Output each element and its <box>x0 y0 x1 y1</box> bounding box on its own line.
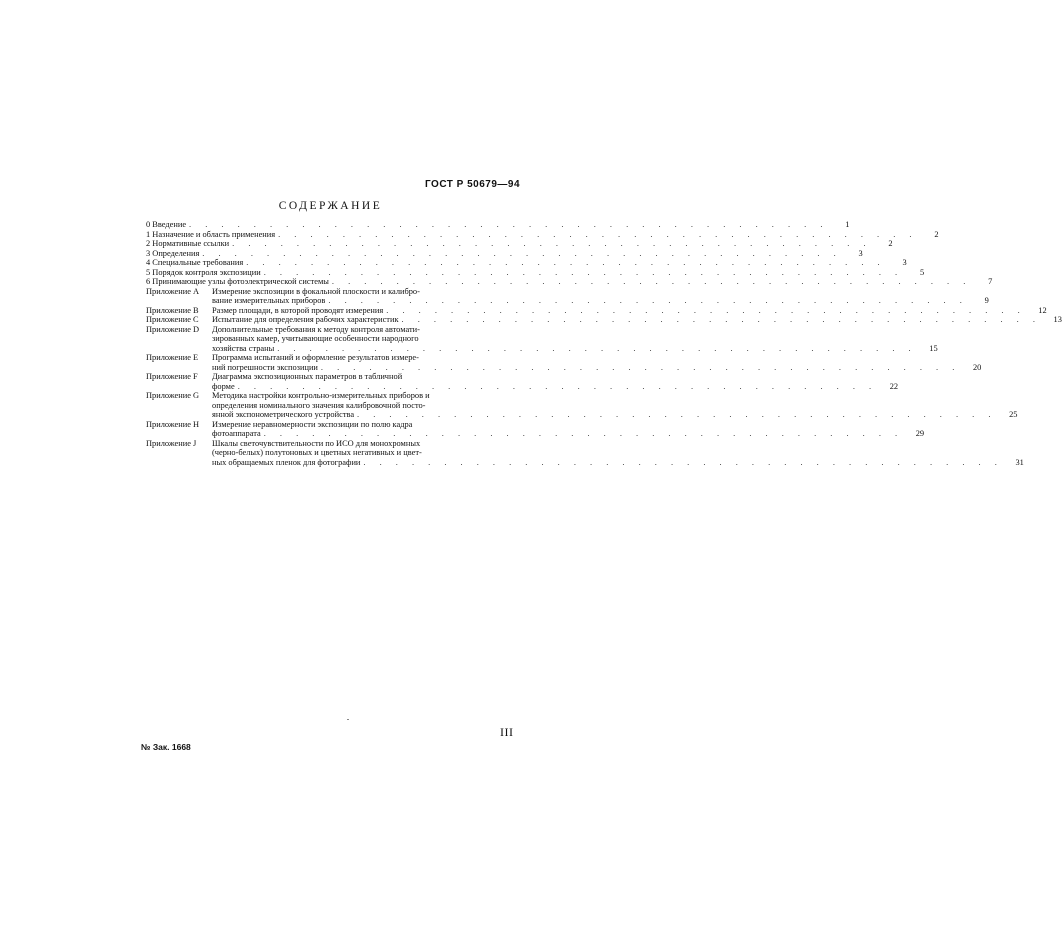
leader-dots: . . . . . . . . . . . . . . . . . . . . . . . . . . . . . . . . . . . . . . . . <box>277 343 917 353</box>
appendix-title-last-line <box>212 429 925 439</box>
appendix-title-last-line <box>212 457 1024 468</box>
toc-entry-page: 31 <box>1015 457 1024 467</box>
toc-entry <box>146 220 850 230</box>
appendix-title <box>212 315 1062 325</box>
appendix-label: Приложение B <box>146 305 199 315</box>
appendix-label: Приложение E <box>146 353 199 362</box>
toc-entry-page: 22 <box>889 381 899 391</box>
appendix-title-line: хозяйства страны <box>212 343 275 353</box>
appendix-title-line: ний погрешности экспозиции <box>212 362 318 372</box>
toc-entry <box>146 258 907 268</box>
order-note: № Зак. 1668 <box>141 742 191 752</box>
appendix-title-line: Методика настройки контрольно-измерительных приборов и <box>212 391 430 400</box>
appendix-title-line: Программа испытаний и оформление результатов измере- <box>212 353 419 362</box>
toc-appendix-entry <box>146 286 989 306</box>
appendix-title-line: Измерение неравномерности экспозиции по полю кадра <box>212 419 413 429</box>
appendix-title <box>212 324 938 354</box>
toc-appendix-entry <box>146 305 1047 316</box>
toc-entry-title: 6 Принимающие узлы фотоэлектрической системы <box>146 277 329 286</box>
appendix-title-line: Размер площади, в которой проводят измерения <box>212 305 384 315</box>
toc-entry-page: 3 <box>858 248 863 258</box>
toc-entry-page: 12 <box>1038 305 1047 315</box>
leader-dots: . . . . . . . . . . . . . . . . . . . . . . . . . . . . . . . . . . . . . . . . <box>331 277 972 286</box>
appendix-title-line: янной экспонометрического устройства <box>212 410 355 419</box>
toc-entry <box>146 229 939 240</box>
toc-entry-title: 1 Назначение и область применения <box>146 229 276 239</box>
leader-dots: . . . . . . . . . . . . . . . . . . . . . . . . . . . . . . . . . . . . . . . . <box>263 429 904 438</box>
toc-entry-title: 4 Специальные требования <box>146 258 244 267</box>
appendix-title-line: Шкалы светочувствительности по ИСО для монохромных <box>212 438 421 448</box>
toc-entry <box>146 277 993 287</box>
leader-dots: . . . . . . . . . . . . . . . . . . . . . . . . . . . . . . . . . . . . . . . . <box>263 267 904 277</box>
document-code: ГОСТ Р 50679—94 <box>425 179 521 190</box>
toc-entry-title: 2 Нормативные ссылки <box>146 239 230 248</box>
appendix-title-last-line <box>212 315 1062 325</box>
appendix-title-last-line <box>212 410 1018 420</box>
appendix-title-line: ных обращаемых пленок для фотографии <box>212 457 361 467</box>
leader-dots: . . . . . . . . . . . . . . . . . . . . . . . . . . . . . . . . . . . . . . . . <box>357 410 997 419</box>
appendix-title <box>212 353 982 372</box>
appendix-title-line: Испытание для определения рабочих характеристик <box>212 315 399 324</box>
toc-appendix-entry <box>146 438 1024 468</box>
leader-dots: . . . . . . . . . . . . . . . . . . . . . . . . . . . . . . . . . . . . . . . . <box>328 296 968 305</box>
appendix-title-line: (черно-белых) полутоновых и цветных негативных и цвет- <box>212 448 422 457</box>
leader-dots: . . . . . . . . . . . . . . . . . . . . . . . . . . . . . . . . . . . . . . . . <box>363 457 1003 467</box>
leader-dots: . . . . . . . . . . . . . . . . . . . . . . . . . . . . . . . . . . . . . . . . <box>232 239 872 248</box>
appendix-title-line: форме <box>212 381 235 391</box>
appendix-title-line: определения номинального значения калибровочной посто- <box>212 400 426 410</box>
toc-entry-page: 25 <box>1009 410 1018 419</box>
appendix-title-last-line <box>212 305 1047 316</box>
leader-dots: . . . . . . . . . . . . . . . . . . . . . . . . . . . . . . . . . . . . . . . . <box>189 220 829 229</box>
toc-entry-page: 3 <box>902 258 907 267</box>
toc-entry-page: 2 <box>888 239 893 248</box>
toc-appendix-entry <box>146 315 1062 325</box>
appendix-title <box>212 286 989 306</box>
toc-appendix-entry <box>146 419 925 439</box>
table-of-contents <box>146 220 1062 467</box>
toc-entry-page: 20 <box>972 362 982 372</box>
toc-appendix-entry <box>146 324 938 354</box>
toc-entry-page: 7 <box>988 277 993 286</box>
appendix-label: Приложение J <box>146 438 197 448</box>
appendix-label: Приложение A <box>146 286 200 296</box>
toc-entry <box>146 239 893 249</box>
toc-title: СОДЕРЖАНИЕ <box>278 200 383 212</box>
appendix-label: Приложение H <box>146 419 200 429</box>
appendix-title <box>212 438 1024 468</box>
leader-dots: . . . . . . . . . . . . . . . . . . . . . . . . . . . . . . . . . . . . . . . . <box>237 381 878 391</box>
leader-dots: . . . . . . . . . . . . . . . . . . . . . . . . . . . . . . . . . . . . . . . . <box>246 258 886 267</box>
appendix-title-line: Диаграмма экспозиционных параметров в табличной <box>212 372 403 381</box>
appendix-label: Приложение C <box>146 315 199 324</box>
appendix-title <box>212 419 925 439</box>
appendix-title-line: фотоаппарата <box>212 429 261 438</box>
toc-sections <box>146 220 993 287</box>
appendix-title-last-line <box>212 296 989 306</box>
leader-dots: . . . . . . . . . . . . . . . . . . . . . . . . . . . . . . . . . . . . . . . . <box>386 305 1026 315</box>
toc-appendix-entry <box>146 391 1018 420</box>
appendix-title-line: Дополнительные требования к методу контроля автомати- <box>212 324 420 334</box>
toc-entry-page: 15 <box>929 343 938 353</box>
page-number: III <box>500 725 514 739</box>
toc-entry-page: 9 <box>984 296 989 305</box>
toc-entry-page: 29 <box>915 429 925 438</box>
appendix-title-last-line <box>212 343 938 354</box>
appendix-label: Приложение G <box>146 391 200 400</box>
toc-entry-page: 5 <box>919 267 925 277</box>
appendix-title-last-line <box>212 381 899 392</box>
appendix-title-last-line <box>212 362 982 373</box>
toc-entry-page: 1 <box>845 220 850 229</box>
toc-entry-page: 13 <box>1053 315 1062 324</box>
appendix-title <box>212 372 899 391</box>
leader-dots: . . . . . . . . . . . . . . . . . . . . . . . . . . . . . . . . . . . . . . . . <box>278 229 918 239</box>
toc-entry-title: 3 Определения <box>146 248 200 258</box>
appendix-label: Приложение D <box>146 324 200 334</box>
appendix-title <box>212 305 1047 316</box>
toc-entry-title: 0 Введение <box>146 220 187 229</box>
toc-entry-title: 5 Порядок контроля экспозиции <box>146 267 261 277</box>
toc-appendix-entry <box>146 353 982 372</box>
appendix-title-line: Измерение экспозиции в фокальной плоскости и калибро- <box>212 286 420 296</box>
toc-appendices <box>146 286 1062 468</box>
speck <box>347 719 349 720</box>
leader-dots: . . . . . . . . . . . . . . . . . . . . . . . . . . . . . . . . . . . . . . . . <box>401 315 1041 324</box>
toc-appendix-entry <box>146 372 899 391</box>
toc-entry-page: 2 <box>934 229 939 239</box>
leader-dots: . . . . . . . . . . . . . . . . . . . . . . . . . . . . . . . . . . . . . . . . <box>202 248 842 258</box>
appendix-title <box>212 391 1018 420</box>
toc-entry <box>146 248 863 259</box>
appendix-label: Приложение F <box>146 372 198 381</box>
appendix-title-line: вание измерительных приборов <box>212 296 326 305</box>
toc-entry <box>146 267 925 278</box>
appendix-title-line: зированных камер, учитывающие особенности народного <box>212 334 419 343</box>
leader-dots: . . . . . . . . . . . . . . . . . . . . . . . . . . . . . . . . . . . . . . . . <box>320 362 961 372</box>
